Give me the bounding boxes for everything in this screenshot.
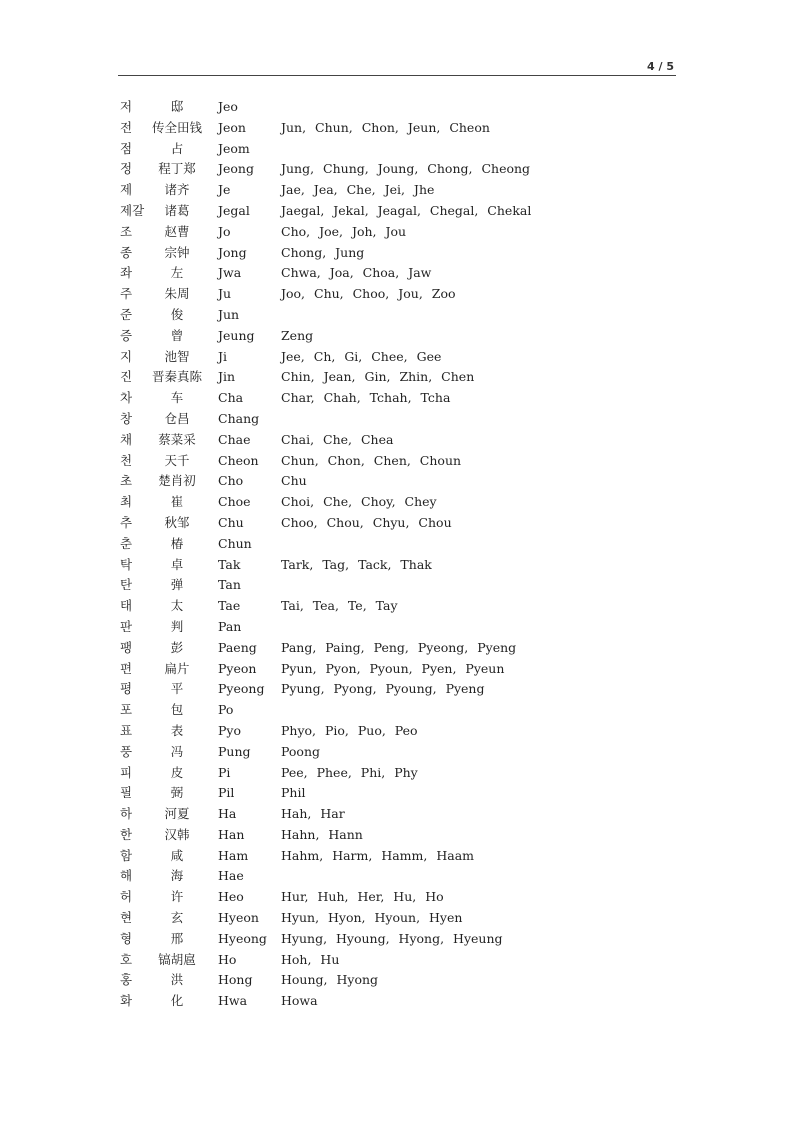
standard-romanization: Paeng: [218, 639, 257, 655]
standard-romanization: Jeung: [218, 327, 255, 343]
variant-romanizations: Phyo, Pio, Puo, Peo: [281, 722, 418, 738]
standard-romanization: Chang: [218, 410, 260, 426]
korean-surname: 한: [120, 826, 133, 842]
korean-surname: 홍: [120, 972, 133, 988]
korean-surname: 탄: [120, 577, 133, 593]
table-row: [120, 763, 680, 784]
variant-romanizations: Poong: [281, 743, 321, 759]
table-row: [120, 825, 680, 846]
standard-romanization: Hong: [218, 972, 253, 988]
variant-romanizations: Hoh, Hu: [281, 951, 340, 967]
table-row: [120, 347, 680, 368]
korean-surname: 최: [120, 494, 133, 510]
table-row: [120, 139, 680, 160]
korean-surname: 채: [120, 431, 133, 447]
standard-romanization: Jeong: [218, 161, 254, 177]
korean-surname: 태: [120, 598, 133, 614]
korean-surname: 포: [120, 702, 133, 718]
korean-surname: 제갈: [120, 202, 145, 218]
table-row: [120, 991, 680, 1012]
variant-romanizations: Jaegal, Jekal, Jeagal, Chegal, Chekal: [281, 202, 532, 218]
chinese-characters: 曾: [170, 327, 184, 343]
chinese-characters: 彭: [170, 639, 184, 655]
table-row: [120, 721, 680, 742]
korean-surname: 해: [120, 868, 133, 884]
standard-romanization: Pyo: [218, 722, 241, 738]
table-row: [120, 742, 680, 763]
table-row: [120, 783, 680, 804]
korean-surname: 종: [120, 244, 133, 260]
standard-romanization: Chun: [218, 535, 252, 551]
korean-surname: 필: [120, 785, 133, 801]
table-row: [120, 243, 680, 264]
chinese-characters: 许: [170, 889, 184, 905]
standard-romanization: Pyeon: [218, 660, 257, 676]
chinese-characters: 卓: [170, 556, 184, 572]
standard-romanization: Hae: [218, 868, 244, 884]
chinese-characters: 河夏: [164, 806, 190, 822]
variant-romanizations: Choi, Che, Choy, Chey: [281, 494, 437, 510]
variant-romanizations: Hyun, Hyon, Hyoun, Hyen: [281, 910, 463, 926]
korean-surname: 허: [120, 889, 133, 905]
standard-romanization: Jun: [218, 306, 240, 322]
table-row: [120, 326, 680, 347]
chinese-characters: 宗钟: [164, 244, 190, 260]
korean-surname: 준: [120, 306, 133, 322]
standard-romanization: Po: [218, 702, 234, 718]
variant-romanizations: Jung, Chung, Joung, Chong, Cheong: [281, 161, 531, 177]
table-row: [120, 970, 680, 991]
chinese-characters: 表: [170, 722, 184, 738]
korean-surname: 풍: [120, 743, 133, 759]
korean-surname: 주: [120, 286, 133, 302]
korean-surname: 판: [120, 618, 133, 634]
standard-romanization: Ho: [218, 951, 237, 967]
standard-romanization: Cheon: [218, 452, 259, 468]
chinese-characters: 化: [170, 993, 184, 1009]
standard-romanization: Ji: [218, 348, 228, 364]
standard-romanization: Jeon: [218, 119, 246, 135]
chinese-characters: 朱周: [164, 286, 190, 302]
variant-romanizations: Houng, Hyong: [281, 972, 379, 988]
table-row: [120, 97, 680, 118]
variant-romanizations: Pyun, Pyon, Pyoun, Pyen, Pyeun: [281, 660, 505, 676]
korean-surname: 화: [120, 993, 133, 1009]
standard-romanization: Pyeong: [218, 681, 265, 697]
chinese-characters: 太: [170, 598, 184, 614]
korean-surname: 차: [120, 390, 133, 406]
standard-romanization: Jo: [218, 223, 231, 239]
standard-romanization: Pung: [218, 743, 251, 759]
chinese-characters: 弹: [170, 577, 184, 593]
standard-romanization: Chu: [218, 514, 244, 530]
standard-romanization: Tak: [218, 556, 241, 572]
table-row: [120, 180, 680, 201]
korean-surname: 추: [120, 514, 133, 530]
variant-romanizations: Zeng: [281, 327, 314, 343]
standard-romanization: Jegal: [218, 202, 250, 218]
table-row: [120, 908, 680, 929]
standard-romanization: Choe: [218, 494, 251, 510]
chinese-characters: 传全田钱: [151, 119, 202, 135]
variant-romanizations: Pang, Paing, Peng, Pyeong, Pyeng: [281, 639, 517, 655]
table-row: [120, 430, 680, 451]
variant-romanizations: Phil: [281, 785, 306, 801]
standard-romanization: Cha: [218, 390, 244, 406]
surname-table: [120, 97, 680, 1012]
chinese-characters: 崔: [170, 494, 184, 510]
chinese-characters: 蔡菜采: [158, 431, 196, 447]
variant-romanizations: Hahn, Hann: [281, 826, 363, 842]
chinese-characters: 弼: [170, 785, 184, 801]
korean-surname: 좌: [120, 265, 133, 281]
table-row: [120, 638, 680, 659]
standard-romanization: Jwa: [218, 265, 242, 281]
chinese-characters: 程丁郑: [158, 161, 196, 177]
korean-surname: 피: [120, 764, 133, 780]
standard-romanization: Jeom: [218, 140, 250, 156]
table-row: [120, 471, 680, 492]
chinese-characters: 仓昌: [164, 410, 190, 426]
chinese-characters: 包: [170, 702, 184, 718]
korean-surname: 제: [120, 182, 133, 198]
chinese-characters: 椿: [170, 535, 184, 551]
chinese-characters: 邸: [170, 99, 184, 114]
table-row: [120, 846, 680, 867]
variant-romanizations: Choo, Chou, Chyu, Chou: [281, 514, 452, 530]
chinese-characters: 平: [170, 681, 184, 697]
chinese-characters: 占: [170, 140, 184, 156]
chinese-characters: 汉韩: [164, 826, 190, 842]
table-row: [120, 513, 680, 534]
chinese-characters: 秋邹: [164, 514, 190, 530]
chinese-characters: 玄: [170, 910, 184, 926]
table-row: [120, 409, 680, 430]
chinese-characters: 晋秦真陈: [151, 369, 202, 385]
chinese-characters: 池智: [164, 348, 190, 364]
variant-romanizations: Tai, Tea, Te, Tay: [281, 598, 398, 614]
korean-surname: 천: [120, 452, 133, 468]
standard-romanization: Jong: [218, 244, 247, 260]
variant-romanizations: Jae, Jea, Che, Jei, Jhe: [281, 182, 435, 198]
table-row: [120, 284, 680, 305]
variant-romanizations: Hyung, Hyoung, Hyong, Hyeung: [281, 930, 503, 946]
variant-romanizations: Tark, Tag, Tack, Thak: [281, 556, 432, 572]
table-row: [120, 263, 680, 284]
table-row: [120, 367, 680, 388]
chinese-characters: 咸: [170, 847, 184, 863]
chinese-characters: 赵曹: [164, 223, 190, 239]
korean-surname: 현: [120, 910, 133, 926]
chinese-characters: 冯: [170, 743, 184, 759]
standard-romanization: Hyeon: [218, 910, 259, 926]
variant-romanizations: Hah, Har: [281, 806, 345, 822]
table-row: [120, 492, 680, 513]
standard-romanization: Hwa: [218, 993, 248, 1009]
korean-surname: 팽: [120, 639, 133, 655]
standard-romanization: Jeo: [218, 99, 238, 114]
table-row: [120, 887, 680, 908]
chinese-characters: 判: [170, 618, 184, 634]
variant-romanizations: Char, Chah, Tchah, Tcha: [281, 390, 451, 406]
variant-romanizations: Chun, Chon, Chen, Choun: [281, 452, 462, 468]
korean-surname: 점: [120, 140, 133, 156]
standard-romanization: Jin: [218, 369, 236, 385]
standard-romanization: Pi: [218, 764, 231, 780]
table-row: [120, 679, 680, 700]
table-row: [120, 804, 680, 825]
standard-romanization: Je: [218, 182, 231, 198]
chinese-characters: 左: [170, 265, 184, 281]
variant-romanizations: Pee, Phee, Phi, Phy: [281, 764, 418, 780]
table-row: [120, 451, 680, 472]
variant-romanizations: Chong, Jung: [281, 244, 365, 260]
standard-romanization: Ju: [218, 286, 232, 302]
korean-surname: 표: [120, 722, 133, 738]
variant-romanizations: Joo, Chu, Choo, Jou, Zoo: [281, 286, 456, 302]
table-row: [120, 617, 680, 638]
standard-romanization: Tae: [218, 598, 241, 614]
table-row: [120, 950, 680, 971]
korean-surname: 정: [120, 161, 133, 177]
korean-surname: 함: [120, 847, 133, 863]
korean-surname: 탁: [120, 556, 133, 572]
table-row: [120, 866, 680, 887]
chinese-characters: 海: [170, 868, 184, 884]
table-row: [120, 659, 680, 680]
variant-romanizations: Chai, Che, Chea: [281, 431, 394, 447]
standard-romanization: Chae: [218, 431, 251, 447]
korean-surname: 창: [120, 410, 133, 426]
table-row: [120, 596, 680, 617]
korean-surname: 지: [120, 348, 133, 364]
korean-surname: 진: [120, 369, 133, 385]
variant-romanizations: Chu: [281, 473, 307, 489]
table-row: [120, 700, 680, 721]
korean-surname: 형: [120, 930, 133, 946]
header-rule: [118, 75, 676, 76]
standard-romanization: Ha: [218, 806, 237, 822]
korean-surname: 춘: [120, 535, 133, 551]
chinese-characters: 扁片: [164, 660, 190, 676]
standard-romanization: Han: [218, 826, 245, 842]
variant-romanizations: Pyung, Pyong, Pyoung, Pyeng: [281, 681, 485, 697]
table-row: [120, 118, 680, 139]
table-row: [120, 929, 680, 950]
korean-surname: 호: [120, 951, 133, 967]
variant-romanizations: Chin, Jean, Gin, Zhin, Chen: [281, 369, 475, 385]
variant-romanizations: Jee, Ch, Gi, Chee, Gee: [281, 348, 442, 364]
korean-surname: 조: [120, 223, 133, 239]
korean-surname: 평: [120, 681, 133, 697]
chinese-characters: 洪: [170, 972, 184, 988]
variant-romanizations: Chwa, Joa, Choa, Jaw: [281, 265, 432, 281]
korean-surname: 초: [120, 473, 133, 489]
variant-romanizations: Jun, Chun, Chon, Jeun, Cheon: [281, 119, 490, 135]
standard-romanization: Heo: [218, 889, 244, 905]
standard-romanization: Tan: [218, 577, 241, 593]
standard-romanization: Pan: [218, 618, 242, 634]
standard-romanization: Ham: [218, 847, 249, 863]
chinese-characters: 诸齐: [164, 182, 190, 198]
table-row: [120, 555, 680, 576]
table-row: [120, 575, 680, 596]
chinese-characters: 楚肖初: [158, 473, 196, 489]
variant-romanizations: Cho, Joe, Joh, Jou: [281, 223, 407, 239]
korean-surname: 증: [120, 327, 133, 343]
table-row: [120, 388, 680, 409]
chinese-characters: 车: [170, 390, 184, 406]
page-number: 4 / 5: [647, 60, 674, 73]
table-row: [120, 305, 680, 326]
standard-romanization: Cho: [218, 473, 244, 489]
korean-surname: 전: [120, 119, 133, 135]
variant-romanizations: Hahm, Harm, Hamm, Haam: [281, 847, 474, 863]
table-row: [120, 534, 680, 555]
table-row: [120, 222, 680, 243]
chinese-characters: 天千: [164, 452, 190, 468]
chinese-characters: 邢: [170, 930, 184, 946]
variant-romanizations: Howa: [281, 993, 318, 1009]
korean-surname: 편: [120, 660, 133, 676]
standard-romanization: Hyeong: [218, 930, 267, 946]
variant-romanizations: Hur, Huh, Her, Hu, Ho: [281, 889, 444, 905]
table-row: [120, 159, 680, 180]
chinese-characters: 俊: [170, 306, 184, 322]
standard-romanization: Pil: [218, 785, 235, 801]
korean-surname: 저: [120, 99, 133, 114]
table-row: [120, 201, 680, 222]
korean-surname: 하: [120, 806, 133, 822]
chinese-characters: 皮: [170, 764, 184, 780]
chinese-characters: 镐胡扈: [158, 951, 196, 967]
chinese-characters: 诸葛: [164, 202, 190, 218]
